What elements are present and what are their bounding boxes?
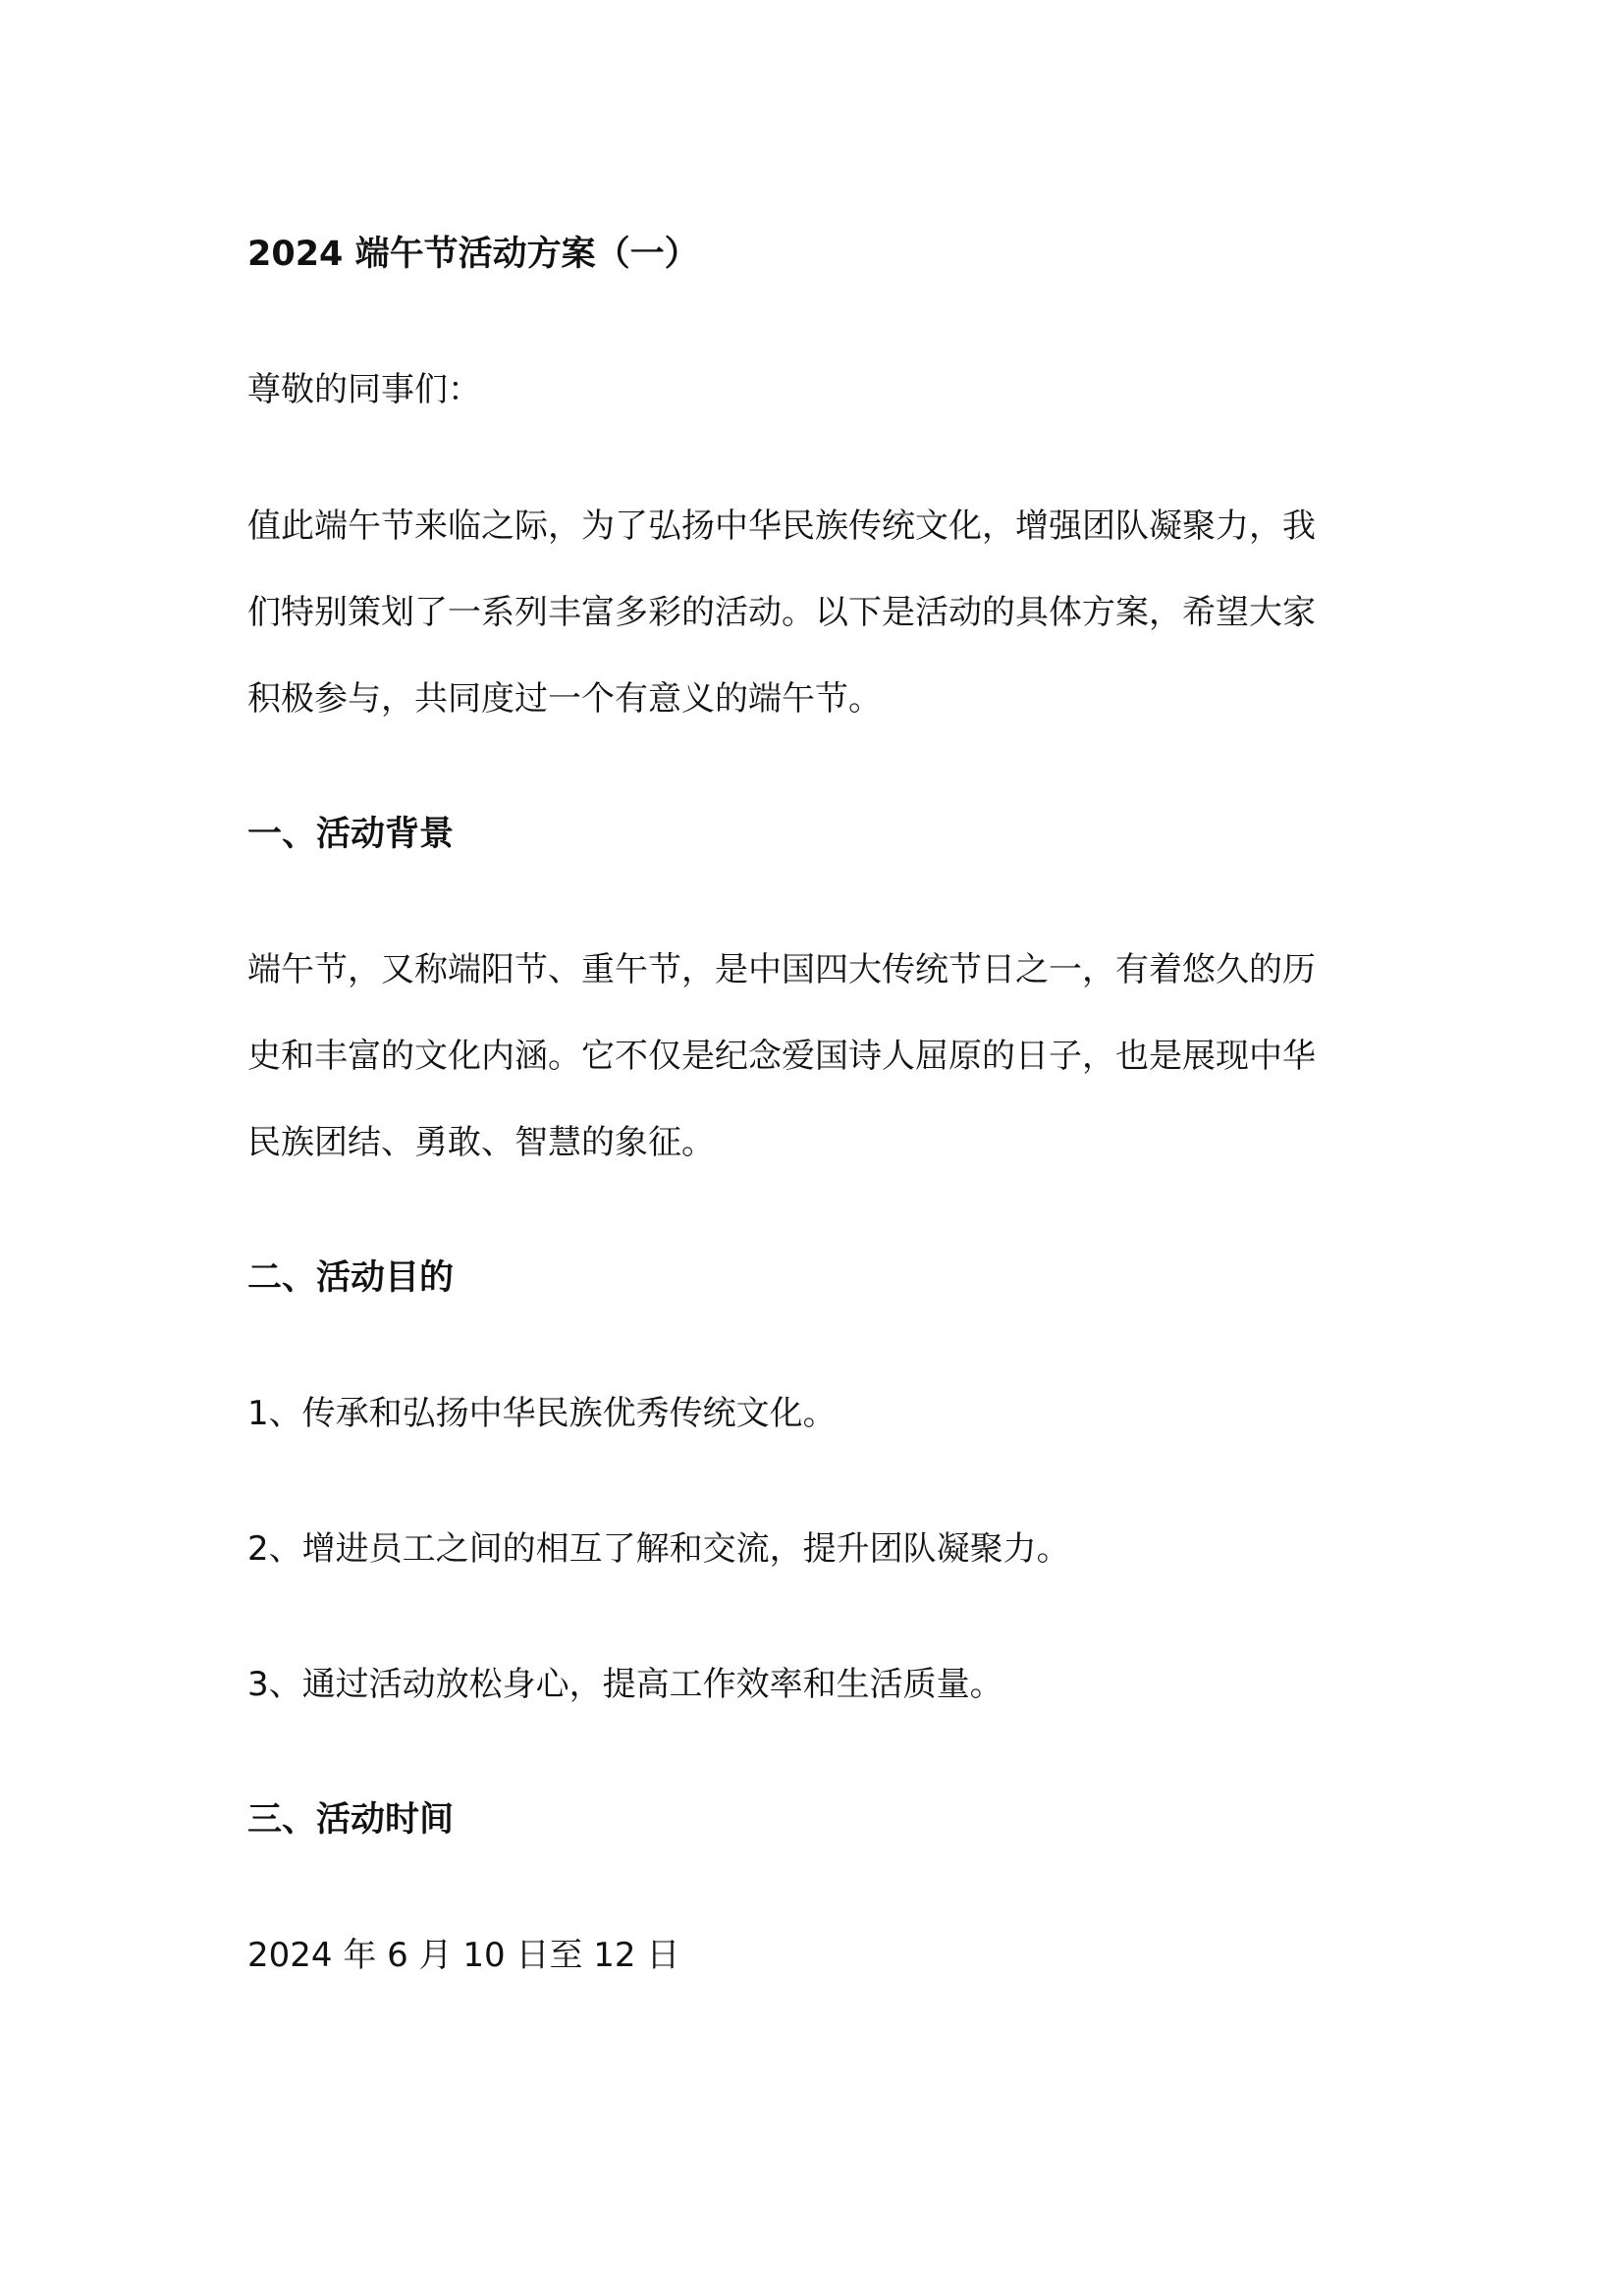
section-heading-background: 一、活动背景 — [247, 815, 455, 854]
intro-line-1: 值此端午节来临之际，为了弘扬中华民族传统文化，增强团队凝聚力，我 — [247, 507, 1316, 546]
background-line-1: 端午节，又称端阳节、重午节，是中国四大传统节日之一，有着悠久的历 — [247, 950, 1316, 989]
purpose-item-2: 2、增进员工之间的相互了解和交流，提升团队凝聚力。 — [247, 1529, 1070, 1569]
section-heading-purpose: 二、活动目的 — [247, 1258, 455, 1298]
purpose-item-1: 1、传承和弘扬中华民族优秀传统文化。 — [247, 1394, 837, 1433]
purpose-item-3: 3、通过活动放松身心，提高工作效率和生活质量。 — [247, 1665, 1003, 1704]
salutation: 尊敬的同事们： — [247, 370, 481, 409]
background-line-3: 民族团结、勇敢、智慧的象征。 — [247, 1123, 715, 1162]
intro-line-2: 们特别策划了一系列丰富多彩的活动。以下是活动的具体方案，希望大家 — [247, 593, 1316, 632]
document-title: 2024 端午节活动方案（一） — [247, 235, 699, 274]
section-heading-time: 三、活动时间 — [247, 1800, 455, 1840]
background-line-2: 史和丰富的文化内涵。它不仅是纪念爱国诗人屈原的日子，也是展现中华 — [247, 1037, 1316, 1076]
activity-time: 2024 年 6 月 10 日至 12 日 — [247, 1936, 680, 1975]
intro-line-3: 积极参与，共同度过一个有意义的端午节。 — [247, 679, 882, 719]
